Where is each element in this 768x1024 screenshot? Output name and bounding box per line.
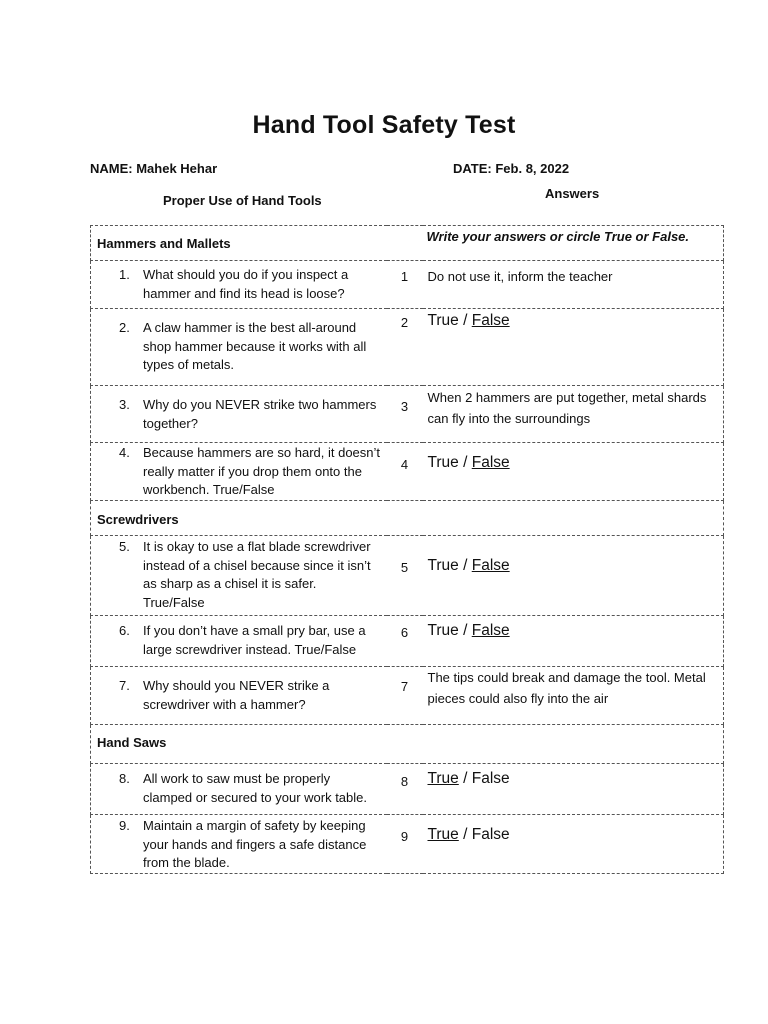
question-text: It is okay to use a flat blade screwdriver instead of a chisel because since it isn’t as sharp as a chisel it is safer. True/False [143,539,371,610]
answer-number: 8 [400,774,409,789]
answer-number: 1 [400,269,409,284]
true-option[interactable]: True [427,557,459,574]
instructions-cell [423,226,724,261]
answer-number: 4 [400,457,409,472]
choice-separator: / [463,622,468,639]
answer-number: 5 [400,560,409,575]
instructions-text: Write your answers or circle True or False. [426,229,690,244]
question-number: 3. [119,397,130,412]
true-option[interactable]: True [427,454,459,471]
question-number: 4. [119,445,130,460]
question-text: Why should you NEVER strike a screwdriver with a hammer? [143,678,330,712]
section-subheading: Proper Use of Hand Tools [163,193,322,208]
answer-number: 3 [400,399,409,414]
true-false-choice [423,824,724,845]
answers-heading: Answers [545,186,600,201]
table-row [91,261,724,309]
true-false-choice [423,310,724,331]
section-title: Screwdrivers [97,512,179,527]
true-false-choice [423,555,724,576]
section-title: Hammers and Mallets [97,236,231,251]
page-title: Hand Tool Safety Test [252,111,516,139]
question-number: 9. [119,818,130,833]
table-row [91,667,724,725]
section-title-cell [91,725,387,764]
section-title-cell [91,226,387,261]
table-row [91,616,724,667]
false-option[interactable]: False [471,770,510,787]
question [91,444,387,500]
true-false-choice [423,768,724,789]
question-number: 2. [119,320,130,335]
question-number: 7. [119,678,130,693]
section-header-row [91,501,724,536]
section-title: Hand Saws [97,735,167,750]
section-header-row [91,725,724,764]
answer-number: 9 [400,829,409,844]
choice-separator: / [463,454,468,471]
question-text: What should you do if you inspect a hammer and find its head is loose? [143,267,349,301]
table-row [91,764,724,815]
true-false-choice [423,620,724,641]
choice-separator: / [463,826,468,843]
answer-number: 7 [400,679,409,694]
answer-text: When 2 hammers are put together, metal shards can fly into the surroundings [427,390,707,426]
table-row [91,536,724,616]
answer-text: The tips could break and damage the tool. Metal pieces could also fly into the air [427,670,706,706]
table-row [91,443,724,501]
question [91,266,387,303]
question [91,677,387,714]
true-false-choice [423,452,724,473]
question [91,396,387,433]
question [91,770,387,807]
question [91,538,387,612]
answer-number: 6 [400,625,409,640]
table-row [91,386,724,443]
choice-separator: / [463,770,468,787]
false-option-selected[interactable]: False [471,557,510,574]
true-option-selected[interactable]: True [427,770,459,787]
question-text: A claw hammer is the best all-around shop hammer because it works with all types of metals. [143,320,367,372]
choice-separator: / [463,312,468,329]
question-text: All work to saw must be properly clamped or secured to your work table. [143,771,367,805]
question-number: 8. [119,771,130,786]
question-number: 5. [119,539,130,554]
false-option-selected[interactable]: False [471,454,510,471]
table-row [91,815,724,874]
question-number: 6. [119,623,130,638]
answer-text: Do not use it, inform the teacher [427,269,613,284]
true-option-selected[interactable]: True [427,826,459,843]
test-table [90,225,724,874]
choice-separator: / [463,557,468,574]
question-text: If you don’t have a small pry bar, use a large screwdriver instead. True/False [143,623,366,657]
test-date: DATE: Feb. 8, 2022 [453,161,570,176]
question-text: Because hammers are so hard, it doesn’t really matter if you drop them onto the workbench. True/False [143,445,381,497]
true-option[interactable]: True [427,622,459,639]
table-row [91,309,724,386]
question [91,319,387,375]
student-name: NAME: Mahek Hehar [90,161,218,176]
section-title-cell [91,501,387,536]
false-option-selected[interactable]: False [471,312,510,329]
question [91,622,387,659]
true-option[interactable]: True [427,312,459,329]
false-option-selected[interactable]: False [471,622,510,639]
question-text: Why do you NEVER strike two hammers together? [143,397,377,431]
question [91,817,387,873]
section-header-row [91,226,724,261]
question-number: 1. [119,267,130,282]
answer-number: 2 [400,315,409,330]
question-text: Maintain a margin of safety by keeping your hands and fingers a safe distance from the blade. [143,818,367,870]
false-option[interactable]: False [471,826,510,843]
